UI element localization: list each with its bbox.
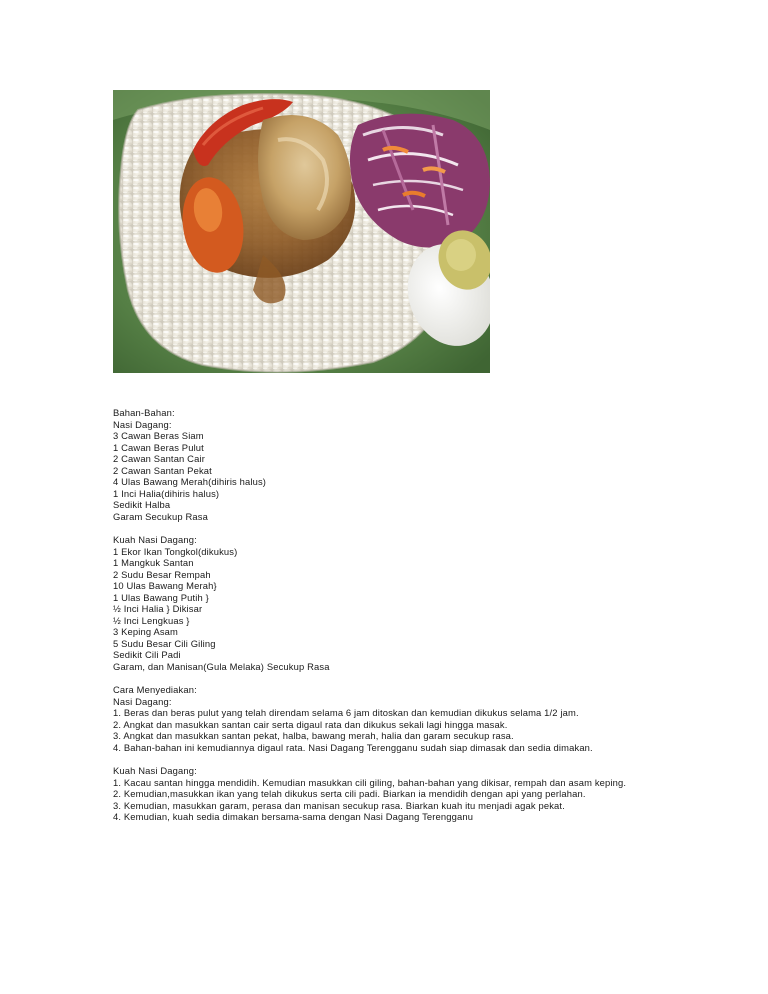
kuah-ingredient-item: Sedikit Cili Padi bbox=[113, 649, 181, 661]
method-header: Cara Menyediakan: bbox=[113, 684, 197, 696]
method-step: 3. Angkat dan masukkan santan pekat, halba, bawang merah, halia dan garam secukup rasa. bbox=[113, 730, 514, 742]
ingredient-item: 1 Cawan Beras Pulut bbox=[113, 441, 204, 453]
method-step: 2. Angkat dan masukkan santan cair serta digaul rata dan dikukus sekali lagi hingga masak. bbox=[113, 718, 508, 730]
ingredient-item: Sedikit Halba bbox=[113, 499, 171, 511]
ingredient-item: 2 Cawan Santan Pekat bbox=[113, 464, 212, 476]
method-step: 4. Bahan-bahan ini kemudiannya digaul rata. Nasi Dagang Terengganu sudah siap dimasak dan sedia dimakan. bbox=[113, 741, 593, 753]
ingredient-item: 1 Inci Halia(dihiris halus) bbox=[113, 487, 220, 499]
recipe-text bbox=[113, 407, 733, 834]
kuah-ingredient-item: 1 Ekor Ikan Tongkol(dikukus) bbox=[113, 545, 238, 557]
kuah-ingredient-item: Garam, dan Manisan(Gula Melaka) Secukup Rasa bbox=[113, 661, 330, 673]
nasi-dagang-photo bbox=[113, 90, 490, 373]
kuah-ingredient-item: ½ Inci Halia } Dikisar bbox=[113, 603, 203, 615]
kuah-method-title: Kuah Nasi Dagang: bbox=[113, 764, 197, 776]
kuah-ingredients-section bbox=[113, 534, 733, 673]
kuah-ingredient-item: ½ Inci Lengkuas } bbox=[113, 614, 190, 626]
ingredient-item: Garam Secukup Rasa bbox=[113, 510, 208, 522]
kuah-ingredient-item: 2 Sudu Besar Rempah bbox=[113, 568, 211, 580]
kuah-method-section bbox=[113, 765, 733, 823]
method-step: 1. Beras dan beras pulut yang telah direndam selama 6 jam ditoskan dan kemudian dikukus selama 1/2 jam. bbox=[113, 707, 579, 719]
ingredient-item: 3 Cawan Beras Siam bbox=[113, 430, 204, 442]
kuah-ingredients-title: Kuah Nasi Dagang: bbox=[113, 534, 197, 546]
ingredient-item: 4 Ulas Bawang Merah(dihiris halus) bbox=[113, 476, 267, 488]
ingredients-title: Nasi Dagang: bbox=[113, 418, 172, 430]
kuah-ingredient-item: 10 Ulas Bawang Merah} bbox=[113, 580, 217, 592]
kuah-ingredient-item: 1 Mangkuk Santan bbox=[113, 557, 194, 569]
method-section bbox=[113, 684, 733, 753]
kuah-method-step: 1. Kacau santan hingga mendidih. Kemudian masukkan cili giling, bahan-bahan yang dikisar, rempah dan asam keping. bbox=[113, 776, 627, 788]
method-title: Nasi Dagang: bbox=[113, 695, 172, 707]
kuah-method-step: 4. Kemudian, kuah sedia dimakan bersama-sama dengan Nasi Dagang Terengganu bbox=[113, 811, 474, 823]
kuah-method-step: 3. Kemudian, masukkan garam, perasa dan manisan secukup rasa. Biarkan kuah itu menjadi agak pekat. bbox=[113, 799, 565, 811]
kuah-ingredient-item: 1 Ulas Bawang Putih } bbox=[113, 591, 209, 603]
kuah-ingredient-item: 3 Keping Asam bbox=[113, 626, 179, 638]
kuah-ingredient-item: 5 Sudu Besar Cili Giling bbox=[113, 637, 216, 649]
ingredients-section bbox=[113, 407, 733, 522]
kuah-method-step: 2. Kemudian,masukkan ikan yang telah dikukus serta cili padi. Biarkan ia mendidih dengan api yang perlahan. bbox=[113, 788, 586, 800]
ingredients-header: Bahan-Bahan: bbox=[113, 407, 175, 418]
ingredient-item: 2 Cawan Santan Cair bbox=[113, 453, 205, 465]
